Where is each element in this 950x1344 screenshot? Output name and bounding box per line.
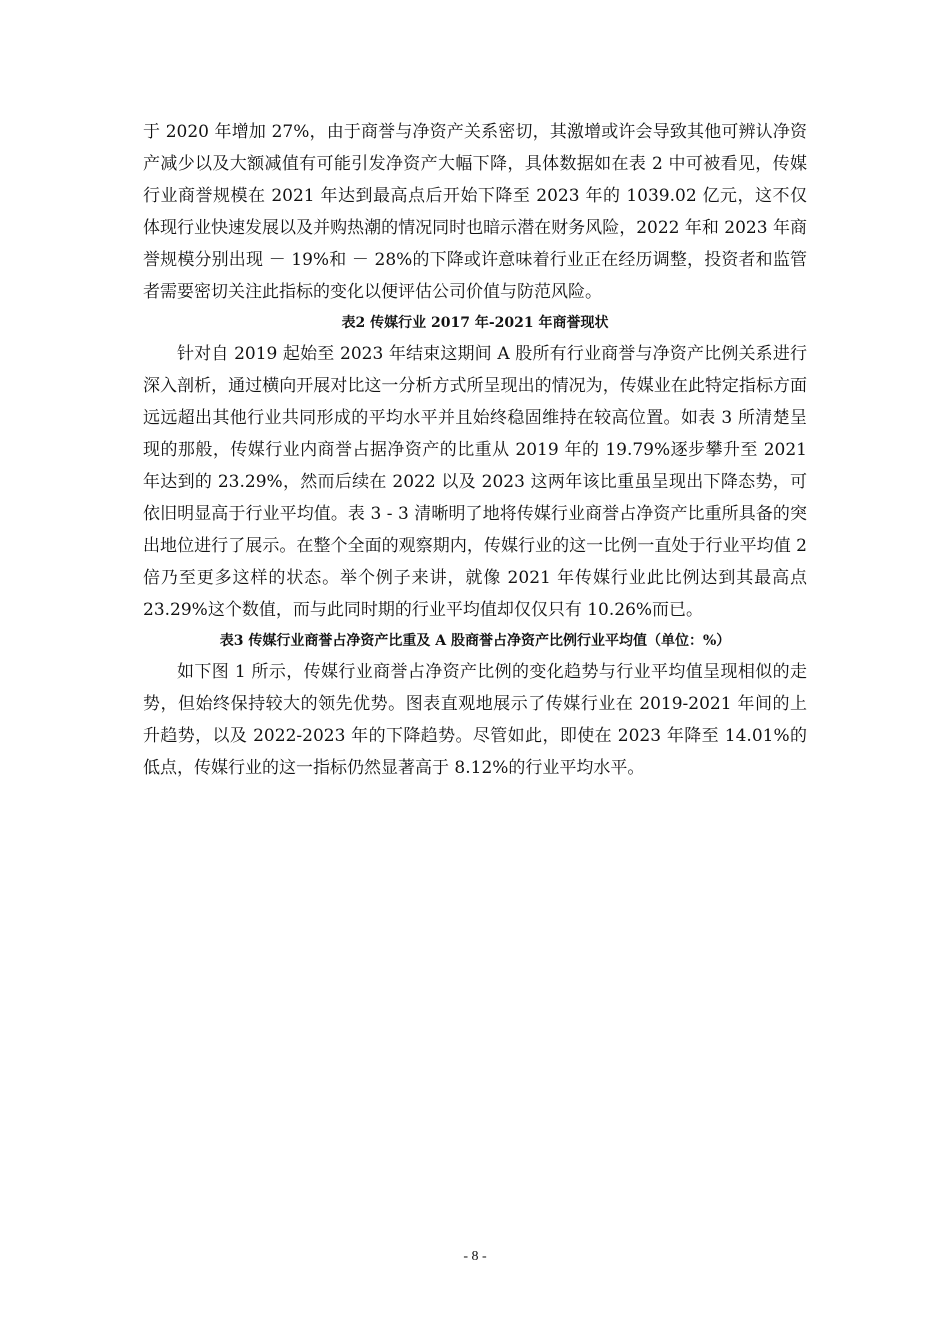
table-2-caption: 表2 传媒行业 2017 年-2021 年商誉现状 [341, 315, 609, 331]
paragraph-goodwill-trend: 于 2020 年增加 27%，由于商誉与净资产关系密切，其激增或许会导致其他可辨认净资产减少以及大额减值有可能引发净资产大幅下降，具体数据如在表 2 中可被看见，传媒行业商誉规模在 2021 年达到最高点后开始下降至 2023 年的 1039.02 亿元，这不仅体现行业快速发展以及并购热潮的情况同时也暗示潜在财务风险，2022 年和 2023 年商誉规模分别出现 － 19%和 － 28%的下降或许意味着行业正在经历调整，投资者和监管者需要密切关注此指标的变化以便评估公司价值与防范风险。 [143, 122, 807, 302]
paragraph-figure-1-description: 如下图 1 所示，传媒行业商誉占净资产比例的变化趋势与行业平均值呈现相似的走势，但始终保持较大的领先优势。图表直观地展示了传媒行业在 2019-2021 年间的上升趋势，以及 2022-2023 年的下降趋势。尽管如此，即使在 2023 年降至 14.01%的低点，传媒行业的这一指标仍然显著高于 8.12%的行业平均水平。 [143, 662, 807, 778]
paragraph-goodwill-ratio-analysis: 针对自 2019 起始至 2023 年结束这期间 A 股所有行业商誉与净资产比例关系进行深入剖析，通过横向开展对比这一分析方式所呈现出的情况为，传媒业在此特定指标方面远远超出其他行业共同形成的平均水平并且始终稳固维持在较高位置。如表 3 所清楚呈现的那般，传媒行业内商誉占据净资产的比重从 2019 年的 19.79%逐步攀升至 2021 年达到的 23.29%，然而后续在 2022 以及 2023 这两年该比重虽呈现出下降态势，可依旧明显高于行业平均值。表 3 - 3 清晰明了地将传媒行业商誉占净资产比重所具备的突出地位进行了展示。在整个全面的观察期内，传媒行业的这一比例一直处于行业平均值 2 倍乃至更多这样的状态。举个例子来讲，就像 2021 年传媒行业此比例达到其最高点 23.29%这个数值，而与此同时期的行业平均值却仅仅只有 10.26%而已。 [143, 344, 807, 620]
table-3-caption: 表3 传媒行业商誉占净资产比重及 A 股商誉占净资产比例行业平均值（单位：%） [219, 633, 731, 649]
page-content [143, 116, 807, 784]
page-number: - 8 - [463, 1249, 487, 1264]
